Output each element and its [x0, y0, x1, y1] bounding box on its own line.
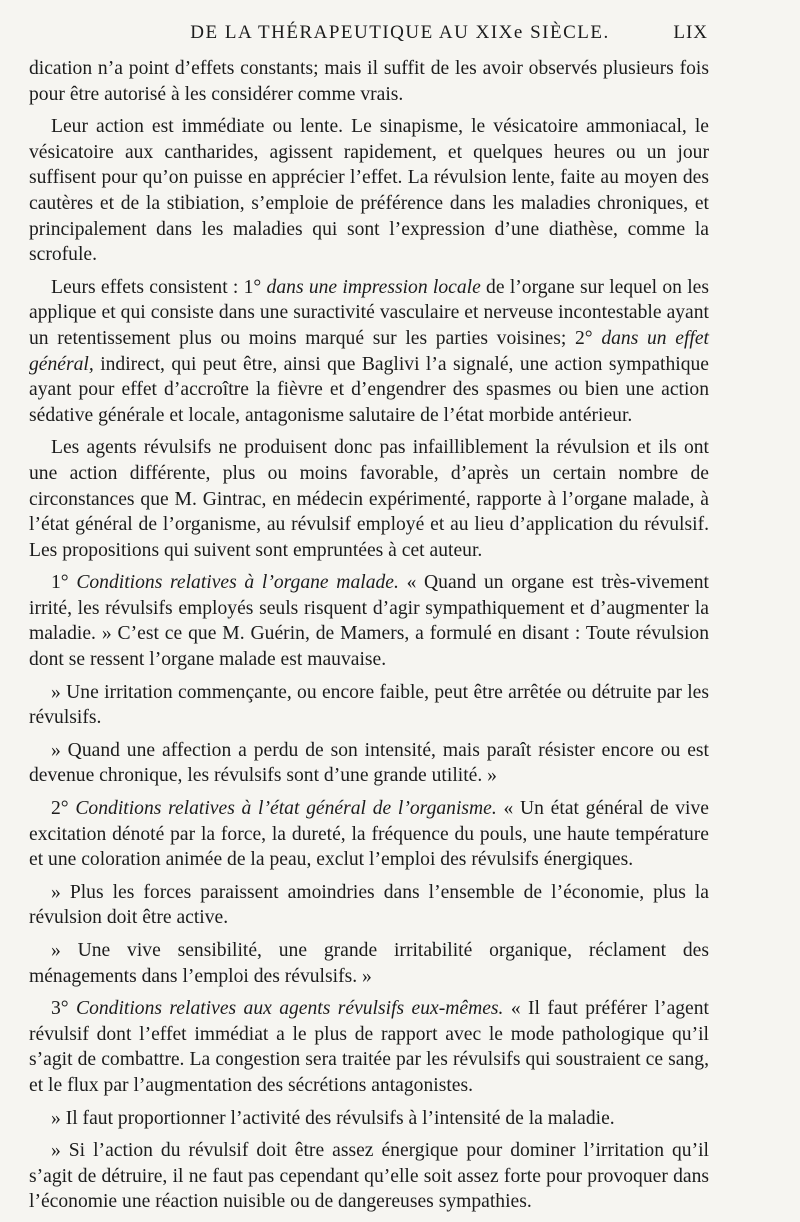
paragraph: 2° Conditions relatives à l’état général de l’organisme. « Un état général de vive excitation dénoté par la force, la dureté, la fréquence du pouls, une haute température et une coloration animée de la peau, exclut l’emploi des révulsifs énergiques.	[29, 798, 709, 871]
paragraph: » Il faut proportionner l’activité des révulsifs à l’intensité de la maladie.	[51, 1107, 615, 1129]
paragraph: » Une irritation commençante, ou encore faible, peut être arrêtée ou détruite par les révulsifs.	[29, 681, 709, 729]
paragraph: » Quand une affection a perdu de son intensité, mais paraît résister encore ou est devenue chronique, les révulsifs sont d’une grande utilité. »	[29, 739, 709, 787]
paragraph: Leurs effets consistent : 1° dans une impression locale de l’organe sur lequel on les applique et qui consiste dans une suractivité vasculaire et nerveuse incontestable ayant un retentissement plus ou moins marqué sur les parties voisines; 2° dans un effet général, indirect, qui peut être, ainsi que Baglivi l’a signalé, une action sympathique ayant pour effet d’accroître la fièvre et d’engendrer des spasmes ou bien une action sédative générale et locale, antagonisme salutaire de l’état morbide antérieur.	[29, 276, 709, 426]
running-header	[0, 16, 800, 50]
page-number: LIX	[673, 22, 708, 43]
emphasis: dans une impression locale	[266, 276, 481, 298]
paragraph: 3° Conditions relatives aux agents révulsifs eux-mêmes. « Il faut préférer l’agent révulsif dont l’effet immédiat a le plus de rapport avec le mode pathologique qu’il s’agit de combattre. La congestion sera traitée par les révulsifs qui soustraient ce sang, et le flux par l’augmentation des sécrétions antagonistes.	[29, 998, 709, 1096]
paragraph: » Plus les forces paraissent amoindries dans l’ensemble de l’économie, plus la révulsion doit être active.	[29, 881, 709, 929]
paragraph: 1° Conditions relatives à l’organe malade. « Quand un organe est très-vivement irrité, les révulsifs employés seuls risquent d’agir sympathiquement et d’augmenter la maladie. » C’est ce que M. Guérin, de Mamers, a formulé en disant : Toute révulsion dont se ressent l’organe malade est mauvaise.	[29, 572, 710, 671]
paragraph: » Si l’action du révulsif doit être assez énergique pour dominer l’irritation qu’il s’agit de détruire, il ne faut pas cependant qu’elle soit assez forte pour provoquer dans l’économie une réaction nuisible ou de dangereuses sympathies.	[29, 1140, 709, 1213]
paragraph: » Une vive sensibilité, une grande irritabilité organique, réclament des ménagements dans l’emploi des révulsifs. »	[29, 940, 709, 987]
section-heading: Conditions relatives à l’organe malade.	[76, 572, 399, 594]
page-body	[29, 56, 709, 1222]
running-title: DE LA THÉRAPEUTIQUE AU XIXe SIÈCLE.	[190, 22, 610, 43]
section-heading: Conditions relatives aux agents révulsifs eux-mêmes.	[76, 998, 504, 1020]
paragraph: dication n’a point d’effets constants; mais il suffit de les avoir observés plusieurs fois pour être autorisé à les considérer comme vrais.	[29, 58, 709, 105]
section-heading: Conditions relatives à l’état général de l’organisme.	[75, 798, 497, 820]
paragraph: Les agents révulsifs ne produisent donc pas infailliblement la révulsion et ils ont une action différente, plus ou moins favorable, d’après un certain nombre de circonstances que M. Gintrac, en médecin expérimenté, rapporte à l’organe malade, à l’état général de l’organisme, au révulsif employé et au lieu d’application du révulsif. Les propositions qui suivent sont empruntées à cet auteur.	[29, 437, 709, 561]
emphasis: dans un effet général,	[29, 327, 709, 375]
paragraph: Leur action est immédiate ou lente. Le sinapisme, le vésicatoire ammoniacal, le vésicatoire aux cantharides, agissent rapidement, et quelques heures ou un jour suffisent pour qu’on puisse en apprécier l’effet. La révulsion lente, faite au moyen des cautères et de la stibiation, s’emploie de préférence dans les maladies chroniques, et principalement dans les maladies qui sont l’expression d’une diathèse, comme la scrofule.	[29, 116, 709, 266]
